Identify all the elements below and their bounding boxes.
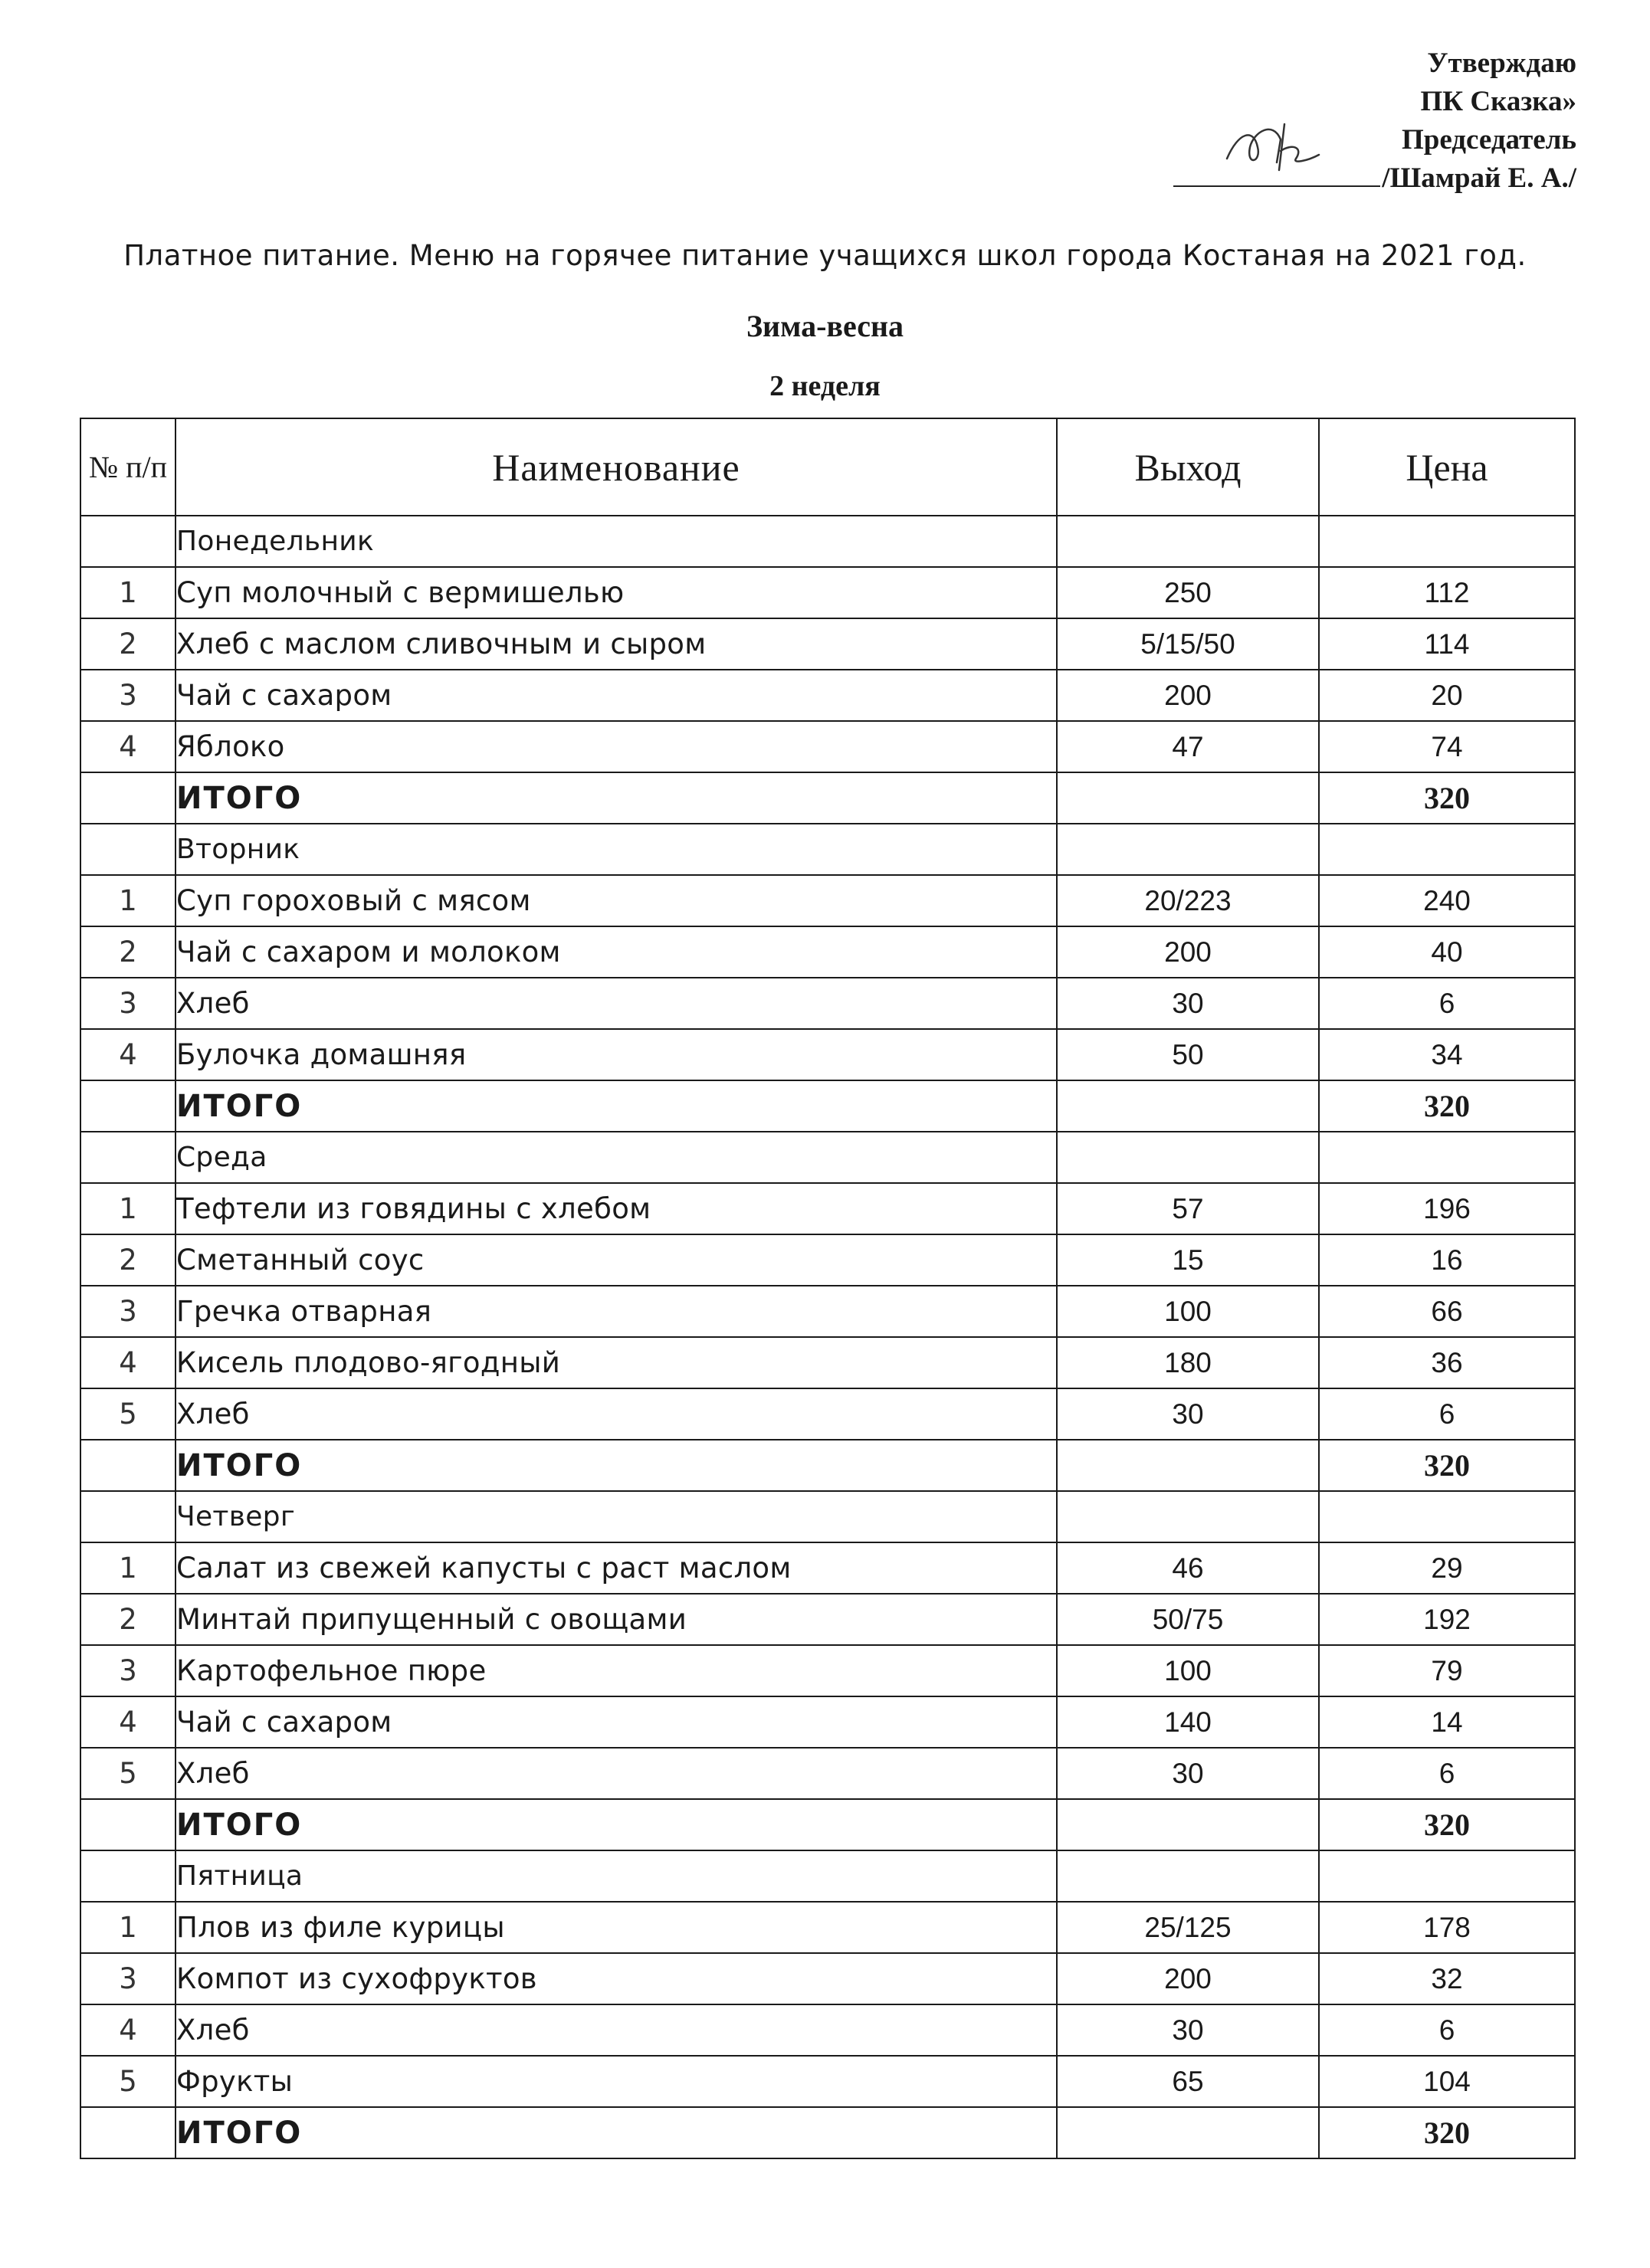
day-header-row bbox=[80, 516, 1575, 567]
day-name-cell: Вторник bbox=[175, 824, 1057, 875]
table-row bbox=[80, 1542, 1575, 1594]
row-number-cell: 5 bbox=[80, 1388, 175, 1440]
season-heading: Зима-весна bbox=[746, 309, 904, 343]
row-number-cell: 3 bbox=[80, 1953, 175, 2004]
handwritten-signature bbox=[1219, 116, 1327, 178]
row-number-cell: 4 bbox=[80, 1029, 175, 1080]
table-row bbox=[80, 2004, 1575, 2056]
table-row bbox=[80, 875, 1575, 926]
output-cell: 140 bbox=[1057, 1696, 1319, 1748]
total-label-cell: ИТОГО bbox=[175, 2107, 1057, 2158]
row-number-cell bbox=[80, 1491, 175, 1542]
price-cell: 6 bbox=[1319, 1748, 1575, 1799]
approval-line-position: Председатель bbox=[1402, 124, 1576, 156]
table-row bbox=[80, 1183, 1575, 1234]
row-number-cell: 2 bbox=[80, 1234, 175, 1286]
table-row bbox=[80, 1953, 1575, 2004]
output-cell: 200 bbox=[1057, 1953, 1319, 2004]
approval-block bbox=[1173, 44, 1576, 198]
output-cell: 30 bbox=[1057, 1748, 1319, 1799]
total-label-cell: ИТОГО bbox=[175, 772, 1057, 824]
table-row bbox=[80, 721, 1575, 772]
row-number-cell: 4 bbox=[80, 1337, 175, 1388]
price-cell: 192 bbox=[1319, 1594, 1575, 1645]
row-number-cell bbox=[80, 1440, 175, 1491]
row-number-cell: 2 bbox=[80, 618, 175, 670]
dish-name-cell: Булочка домашняя bbox=[175, 1029, 1057, 1080]
dish-name-cell: Картофельное пюре bbox=[175, 1645, 1057, 1696]
output-cell: 200 bbox=[1057, 670, 1319, 721]
dish-name-cell: Компот из сухофруктов bbox=[175, 1953, 1057, 2004]
menu-table bbox=[80, 418, 1576, 2159]
dish-name-cell: Плов из филе курицы bbox=[175, 1902, 1057, 1953]
output-cell bbox=[1057, 516, 1319, 567]
dish-name-cell: Суп гороховый с мясом bbox=[175, 875, 1057, 926]
row-number-cell bbox=[80, 2107, 175, 2158]
output-cell: 5/15/50 bbox=[1057, 618, 1319, 670]
table-row bbox=[80, 670, 1575, 721]
output-cell bbox=[1057, 772, 1319, 824]
table-row bbox=[80, 926, 1575, 978]
table-row bbox=[80, 978, 1575, 1029]
dish-name-cell: Кисель плодово-ягодный bbox=[175, 1337, 1057, 1388]
output-cell: 100 bbox=[1057, 1286, 1319, 1337]
price-cell bbox=[1319, 1491, 1575, 1542]
output-cell: 50 bbox=[1057, 1029, 1319, 1080]
price-cell: 6 bbox=[1319, 1388, 1575, 1440]
dish-name-cell: Минтай припущенный с овощами bbox=[175, 1594, 1057, 1645]
price-cell: 29 bbox=[1319, 1542, 1575, 1594]
row-number-cell bbox=[80, 516, 175, 567]
total-label-cell: ИТОГО bbox=[175, 1080, 1057, 1132]
menu-table-body bbox=[80, 516, 1575, 2158]
output-cell bbox=[1057, 1132, 1319, 1183]
output-cell: 30 bbox=[1057, 978, 1319, 1029]
total-row bbox=[80, 772, 1575, 824]
row-number-cell: 3 bbox=[80, 1286, 175, 1337]
row-number-cell bbox=[80, 1080, 175, 1132]
output-cell bbox=[1057, 1850, 1319, 1902]
table-row bbox=[80, 618, 1575, 670]
dish-name-cell: Гречка отварная bbox=[175, 1286, 1057, 1337]
table-row bbox=[80, 1902, 1575, 1953]
row-number-cell: 3 bbox=[80, 670, 175, 721]
row-number-cell bbox=[80, 824, 175, 875]
row-number-cell: 3 bbox=[80, 978, 175, 1029]
dish-name-cell: Чай с сахаром bbox=[175, 670, 1057, 721]
dish-name-cell: Чай с сахаром и молоком bbox=[175, 926, 1057, 978]
dish-name-cell: Хлеб bbox=[175, 2004, 1057, 2056]
price-cell: 114 bbox=[1319, 618, 1575, 670]
output-cell bbox=[1057, 1080, 1319, 1132]
price-cell: 104 bbox=[1319, 2056, 1575, 2107]
table-row bbox=[80, 1748, 1575, 1799]
total-label-cell: ИТОГО bbox=[175, 1440, 1057, 1491]
dish-name-cell: Хлеб с маслом сливочным и сыром bbox=[175, 618, 1057, 670]
price-cell: 240 bbox=[1319, 875, 1575, 926]
price-cell: 16 bbox=[1319, 1234, 1575, 1286]
output-cell: 30 bbox=[1057, 2004, 1319, 2056]
row-number-cell: 4 bbox=[80, 2004, 175, 2056]
header-price: Цена bbox=[1319, 418, 1575, 516]
row-number-cell: 4 bbox=[80, 721, 175, 772]
dish-name-cell: Яблоко bbox=[175, 721, 1057, 772]
output-cell: 250 bbox=[1057, 567, 1319, 618]
day-name-cell: Понедельник bbox=[175, 516, 1057, 567]
table-row bbox=[80, 1337, 1575, 1388]
row-number-cell: 2 bbox=[80, 926, 175, 978]
day-header-row bbox=[80, 1491, 1575, 1542]
day-header-row bbox=[80, 1850, 1575, 1902]
table-header-row bbox=[80, 418, 1575, 516]
total-row bbox=[80, 2107, 1575, 2158]
approval-line-approve: Утверждаю bbox=[1427, 48, 1576, 79]
signature-line bbox=[1173, 162, 1380, 187]
dish-name-cell: Суп молочный с вермишелью bbox=[175, 567, 1057, 618]
price-cell: 74 bbox=[1319, 721, 1575, 772]
approval-line-org: ПК Сказка» bbox=[1420, 86, 1576, 117]
row-number-cell: 5 bbox=[80, 1748, 175, 1799]
total-price-cell: 320 bbox=[1319, 772, 1575, 824]
row-number-cell: 1 bbox=[80, 1542, 175, 1594]
header-output: Выход bbox=[1057, 418, 1319, 516]
output-cell bbox=[1057, 1491, 1319, 1542]
price-cell: 196 bbox=[1319, 1183, 1575, 1234]
dish-name-cell: Тефтели из говядины с хлебом bbox=[175, 1183, 1057, 1234]
price-cell: 14 bbox=[1319, 1696, 1575, 1748]
day-name-cell: Четверг bbox=[175, 1491, 1057, 1542]
output-cell: 57 bbox=[1057, 1183, 1319, 1234]
output-cell: 25/125 bbox=[1057, 1902, 1319, 1953]
price-cell: 40 bbox=[1319, 926, 1575, 978]
output-cell: 50/75 bbox=[1057, 1594, 1319, 1645]
header-number: № п/п bbox=[80, 418, 175, 516]
total-price-cell: 320 bbox=[1319, 1799, 1575, 1850]
dish-name-cell: Фрукты bbox=[175, 2056, 1057, 2107]
day-name-cell: Пятница bbox=[175, 1850, 1057, 1902]
price-cell: 32 bbox=[1319, 1953, 1575, 2004]
row-number-cell: 2 bbox=[80, 1594, 175, 1645]
price-cell: 6 bbox=[1319, 2004, 1575, 2056]
output-cell bbox=[1057, 824, 1319, 875]
price-cell: 112 bbox=[1319, 567, 1575, 618]
row-number-cell bbox=[80, 1132, 175, 1183]
document-title: Платное питание. Меню на горячее питание учащихся школ города Костаная на 2021 год. bbox=[123, 239, 1527, 272]
header-name: Наименование bbox=[175, 418, 1057, 516]
table-row bbox=[80, 1029, 1575, 1080]
table-row bbox=[80, 1696, 1575, 1748]
output-cell: 47 bbox=[1057, 721, 1319, 772]
total-price-cell: 320 bbox=[1319, 1080, 1575, 1132]
price-cell bbox=[1319, 824, 1575, 875]
day-header-row bbox=[80, 1132, 1575, 1183]
dish-name-cell: Сметанный соус bbox=[175, 1234, 1057, 1286]
week-heading: 2 неделя bbox=[769, 370, 881, 402]
output-cell: 100 bbox=[1057, 1645, 1319, 1696]
table-row bbox=[80, 567, 1575, 618]
output-cell: 65 bbox=[1057, 2056, 1319, 2107]
dish-name-cell: Хлеб bbox=[175, 978, 1057, 1029]
table-row bbox=[80, 2056, 1575, 2107]
price-cell: 66 bbox=[1319, 1286, 1575, 1337]
row-number-cell bbox=[80, 1799, 175, 1850]
row-number-cell bbox=[80, 772, 175, 824]
price-cell: 34 bbox=[1319, 1029, 1575, 1080]
output-cell bbox=[1057, 1799, 1319, 1850]
dish-name-cell: Чай с сахаром bbox=[175, 1696, 1057, 1748]
total-row bbox=[80, 1440, 1575, 1491]
day-header-row bbox=[80, 824, 1575, 875]
approval-signature-row bbox=[1173, 159, 1576, 198]
row-number-cell: 3 bbox=[80, 1645, 175, 1696]
total-price-cell: 320 bbox=[1319, 1440, 1575, 1491]
total-label-cell: ИТОГО bbox=[175, 1799, 1057, 1850]
price-cell: 178 bbox=[1319, 1902, 1575, 1953]
output-cell: 180 bbox=[1057, 1337, 1319, 1388]
price-cell: 20 bbox=[1319, 670, 1575, 721]
row-number-cell: 1 bbox=[80, 1183, 175, 1234]
output-cell bbox=[1057, 1440, 1319, 1491]
output-cell bbox=[1057, 2107, 1319, 2158]
price-cell bbox=[1319, 1850, 1575, 1902]
output-cell: 15 bbox=[1057, 1234, 1319, 1286]
row-number-cell: 1 bbox=[80, 1902, 175, 1953]
output-cell: 30 bbox=[1057, 1388, 1319, 1440]
price-cell: 79 bbox=[1319, 1645, 1575, 1696]
total-price-cell: 320 bbox=[1319, 2107, 1575, 2158]
table-row bbox=[80, 1286, 1575, 1337]
row-number-cell: 5 bbox=[80, 2056, 175, 2107]
price-cell: 36 bbox=[1319, 1337, 1575, 1388]
dish-name-cell: Салат из свежей капусты с раст маслом bbox=[175, 1542, 1057, 1594]
table-row bbox=[80, 1234, 1575, 1286]
price-cell bbox=[1319, 516, 1575, 567]
output-cell: 46 bbox=[1057, 1542, 1319, 1594]
table-row bbox=[80, 1388, 1575, 1440]
output-cell: 200 bbox=[1057, 926, 1319, 978]
day-name-cell: Среда bbox=[175, 1132, 1057, 1183]
price-cell bbox=[1319, 1132, 1575, 1183]
row-number-cell: 1 bbox=[80, 875, 175, 926]
row-number-cell: 4 bbox=[80, 1696, 175, 1748]
total-row bbox=[80, 1799, 1575, 1850]
dish-name-cell: Хлеб bbox=[175, 1748, 1057, 1799]
table-row bbox=[80, 1594, 1575, 1645]
output-cell: 20/223 bbox=[1057, 875, 1319, 926]
row-number-cell: 1 bbox=[80, 567, 175, 618]
dish-name-cell: Хлеб bbox=[175, 1388, 1057, 1440]
approval-signer-name: /Шамрай Е. А./ bbox=[1382, 162, 1576, 194]
table-row bbox=[80, 1645, 1575, 1696]
total-row bbox=[80, 1080, 1575, 1132]
row-number-cell bbox=[80, 1850, 175, 1902]
price-cell: 6 bbox=[1319, 978, 1575, 1029]
